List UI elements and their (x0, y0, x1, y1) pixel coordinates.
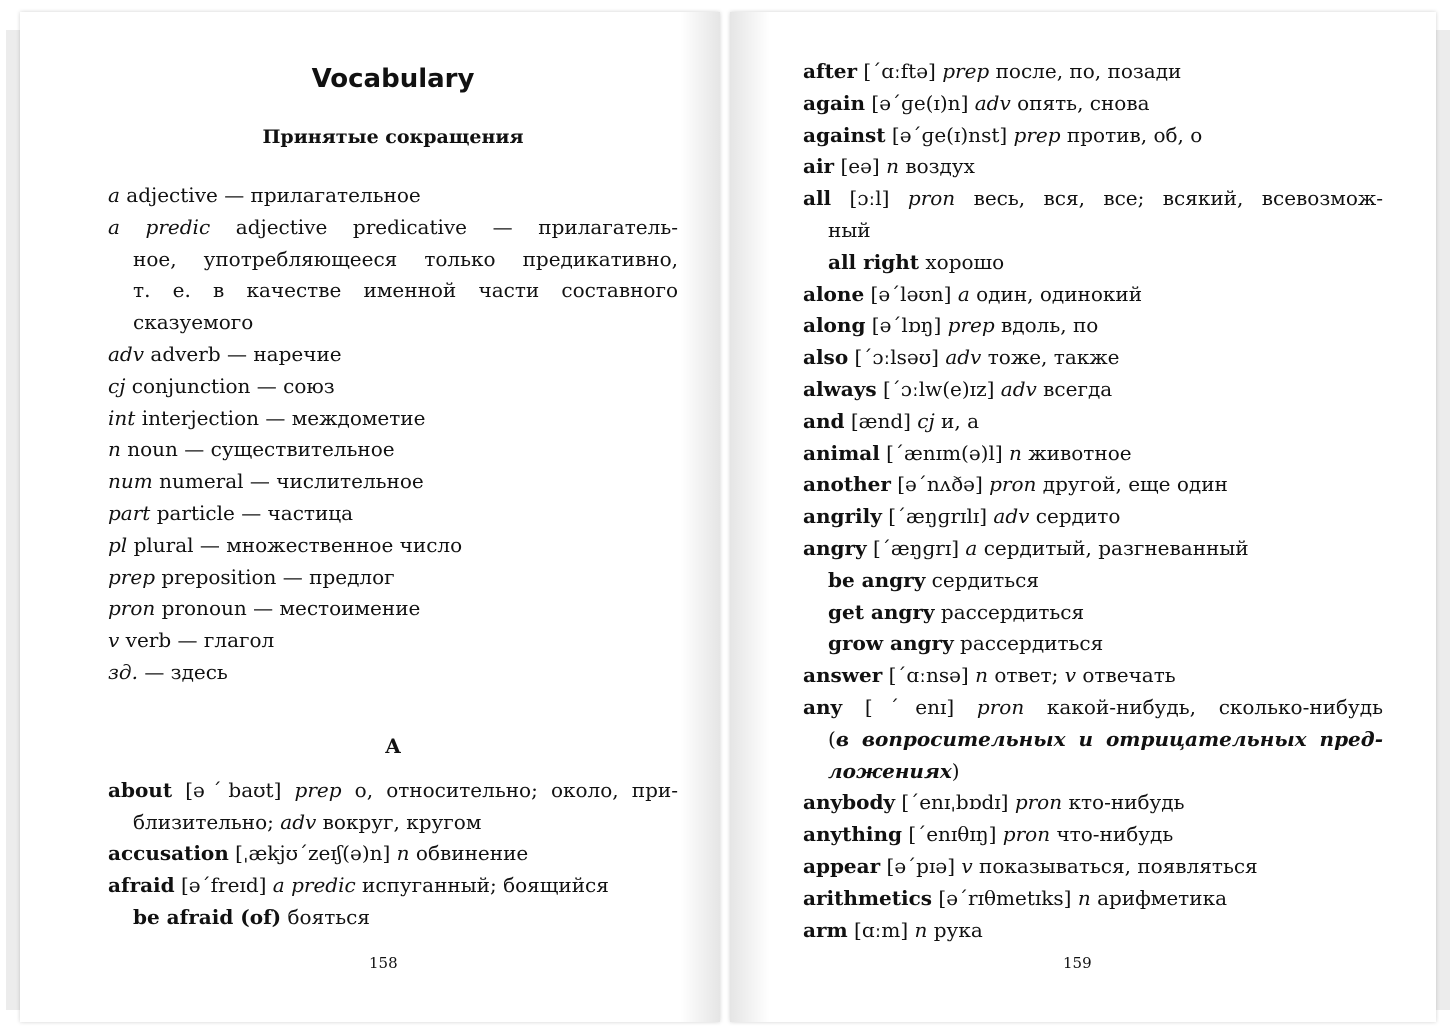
vocab-phrase: be afraid (of) бояться (133, 904, 370, 929)
left-page (20, 12, 720, 1022)
abbreviation-item: a predic adjective predicative — прилагатель- (108, 214, 678, 239)
abbreviation-item: part particle — частица (108, 500, 354, 525)
vocab-entry: arithmetics [əˊrɪθmetɪks] n арифметика (803, 885, 1227, 910)
vocab-entry: another [əˊnʌðə] pron другой, еще один (803, 472, 1228, 497)
vocab-phrase: grow angry рассердиться (828, 631, 1104, 656)
vocab-entry: appear [əˊpɪə] v показываться, появляться (803, 853, 1258, 878)
vocab-entry: angry [ˊæŋɡrɪ] a сердитый, разгневанный (803, 535, 1249, 560)
vocab-entry-continuation: близительно; adv вокруг, кругом (133, 809, 482, 834)
vocab-entry: anything [ˊenɪθɪŋ] pron что-нибудь (803, 822, 1174, 847)
abbreviation-item: pl plural — множественное число (108, 532, 463, 557)
abbreviation-item: pron pronoun — местоимение (108, 596, 421, 621)
vocab-entry: and [ænd] cj и, а (803, 408, 980, 433)
vocab-entry: against [əˊɡe(ɪ)nst] prep против, об, о (803, 122, 1203, 147)
right-page-content (803, 56, 1383, 946)
abbreviation-item: n noun — существительное (108, 437, 395, 462)
vocab-entry: any [ˊenɪ] pron какой-нибудь, сколько-нибудь (803, 694, 1383, 719)
vocab-entry: accusation [ˌækjʊˊzeɪʃ(ə)n] n обвинение (108, 841, 529, 866)
vocabulary-list (803, 56, 1383, 946)
vocab-entry-continuation: ный (828, 217, 871, 242)
section-letter: A (385, 733, 401, 758)
abbreviation-item: v verb — глагол (108, 628, 275, 653)
abbreviation-item: зд. — здесь (108, 659, 228, 684)
right-page (730, 12, 1436, 1022)
vocab-entry: angrily [ˊæŋɡrɪlɪ] adv сердито (803, 504, 1121, 529)
abbreviation-item: prep preposition — предлог (108, 564, 395, 589)
abbreviation-item: adv adverb — наречие (108, 341, 342, 366)
abbreviation-item: int interjection — междометие (108, 405, 426, 430)
vocab-entry: again [əˊɡe(ɪ)n] adv опять, снова (803, 90, 1150, 115)
abbreviations-heading: Принятые сокращения (262, 126, 524, 148)
vocab-entry: arm [ɑːm] n рука (803, 917, 983, 942)
page-title: Vocabulary (311, 64, 475, 94)
vocab-entry: afraid [əˊfreɪd] a predic испуганный; боящийся (108, 873, 609, 898)
page-number: 159 (1063, 954, 1092, 972)
vocab-entry: all [ɔːl] pron весь, вся, все; всякий, всевозмож- (803, 186, 1384, 211)
vocab-entry: about [əˊbaʊt] prep о, относительно; около, при- (108, 777, 678, 802)
abbreviation-continuation: т. е. в качестве именной части составного (133, 278, 678, 303)
abbreviation-continuation: сказуемого (133, 310, 254, 335)
vocab-entry: also [ˊɔːlsəʊ] adv тоже, также (803, 345, 1120, 370)
vocab-entry: along [əˊlɒŋ] prep вдоль, по (803, 313, 1099, 338)
vocab-entry-continuation: ложениях) (828, 758, 960, 783)
gutter-shadow (730, 12, 770, 1022)
page-number: 158 (369, 954, 398, 972)
vocab-entry: answer [ˊɑːnsə] n ответ; v отвечать (803, 663, 1176, 688)
vocab-entry: after [ˊɑːftə] prep после, по, позади (803, 59, 1182, 83)
vocab-phrase: all right хорошо (828, 249, 1005, 274)
vocab-entry-continuation: (в вопросительных и отрицательных пред- (828, 726, 1383, 751)
abbreviation-item: a adjective — прилагательное (108, 183, 421, 207)
gutter-shadow (680, 12, 720, 1022)
abbreviation-item: cj conjunction — союз (108, 373, 335, 398)
vocab-phrase: get angry рассердиться (828, 599, 1085, 624)
vocab-entry: air [eə] n воздух (803, 154, 975, 179)
vocabulary-list (108, 775, 678, 934)
vocab-entry: alone [əˊləʊn] a один, одинокий (803, 281, 1143, 306)
vocab-phrase: be angry сердиться (828, 567, 1039, 592)
vocab-entry: animal [ˊænɪm(ə)l] n животное (803, 440, 1132, 465)
vocab-entry: always [ˊɔːlw(e)ɪz] adv всегда (803, 376, 1113, 401)
abbreviation-list (108, 180, 678, 689)
left-page-content (108, 52, 678, 934)
vocab-entry: anybody [ˊenɪˌbɒdɪ] pron кто-нибудь (803, 790, 1185, 815)
abbreviation-item: num numeral — числительное (108, 469, 424, 494)
abbreviation-continuation: ное, употребляющееся только предикативно, (133, 246, 678, 271)
